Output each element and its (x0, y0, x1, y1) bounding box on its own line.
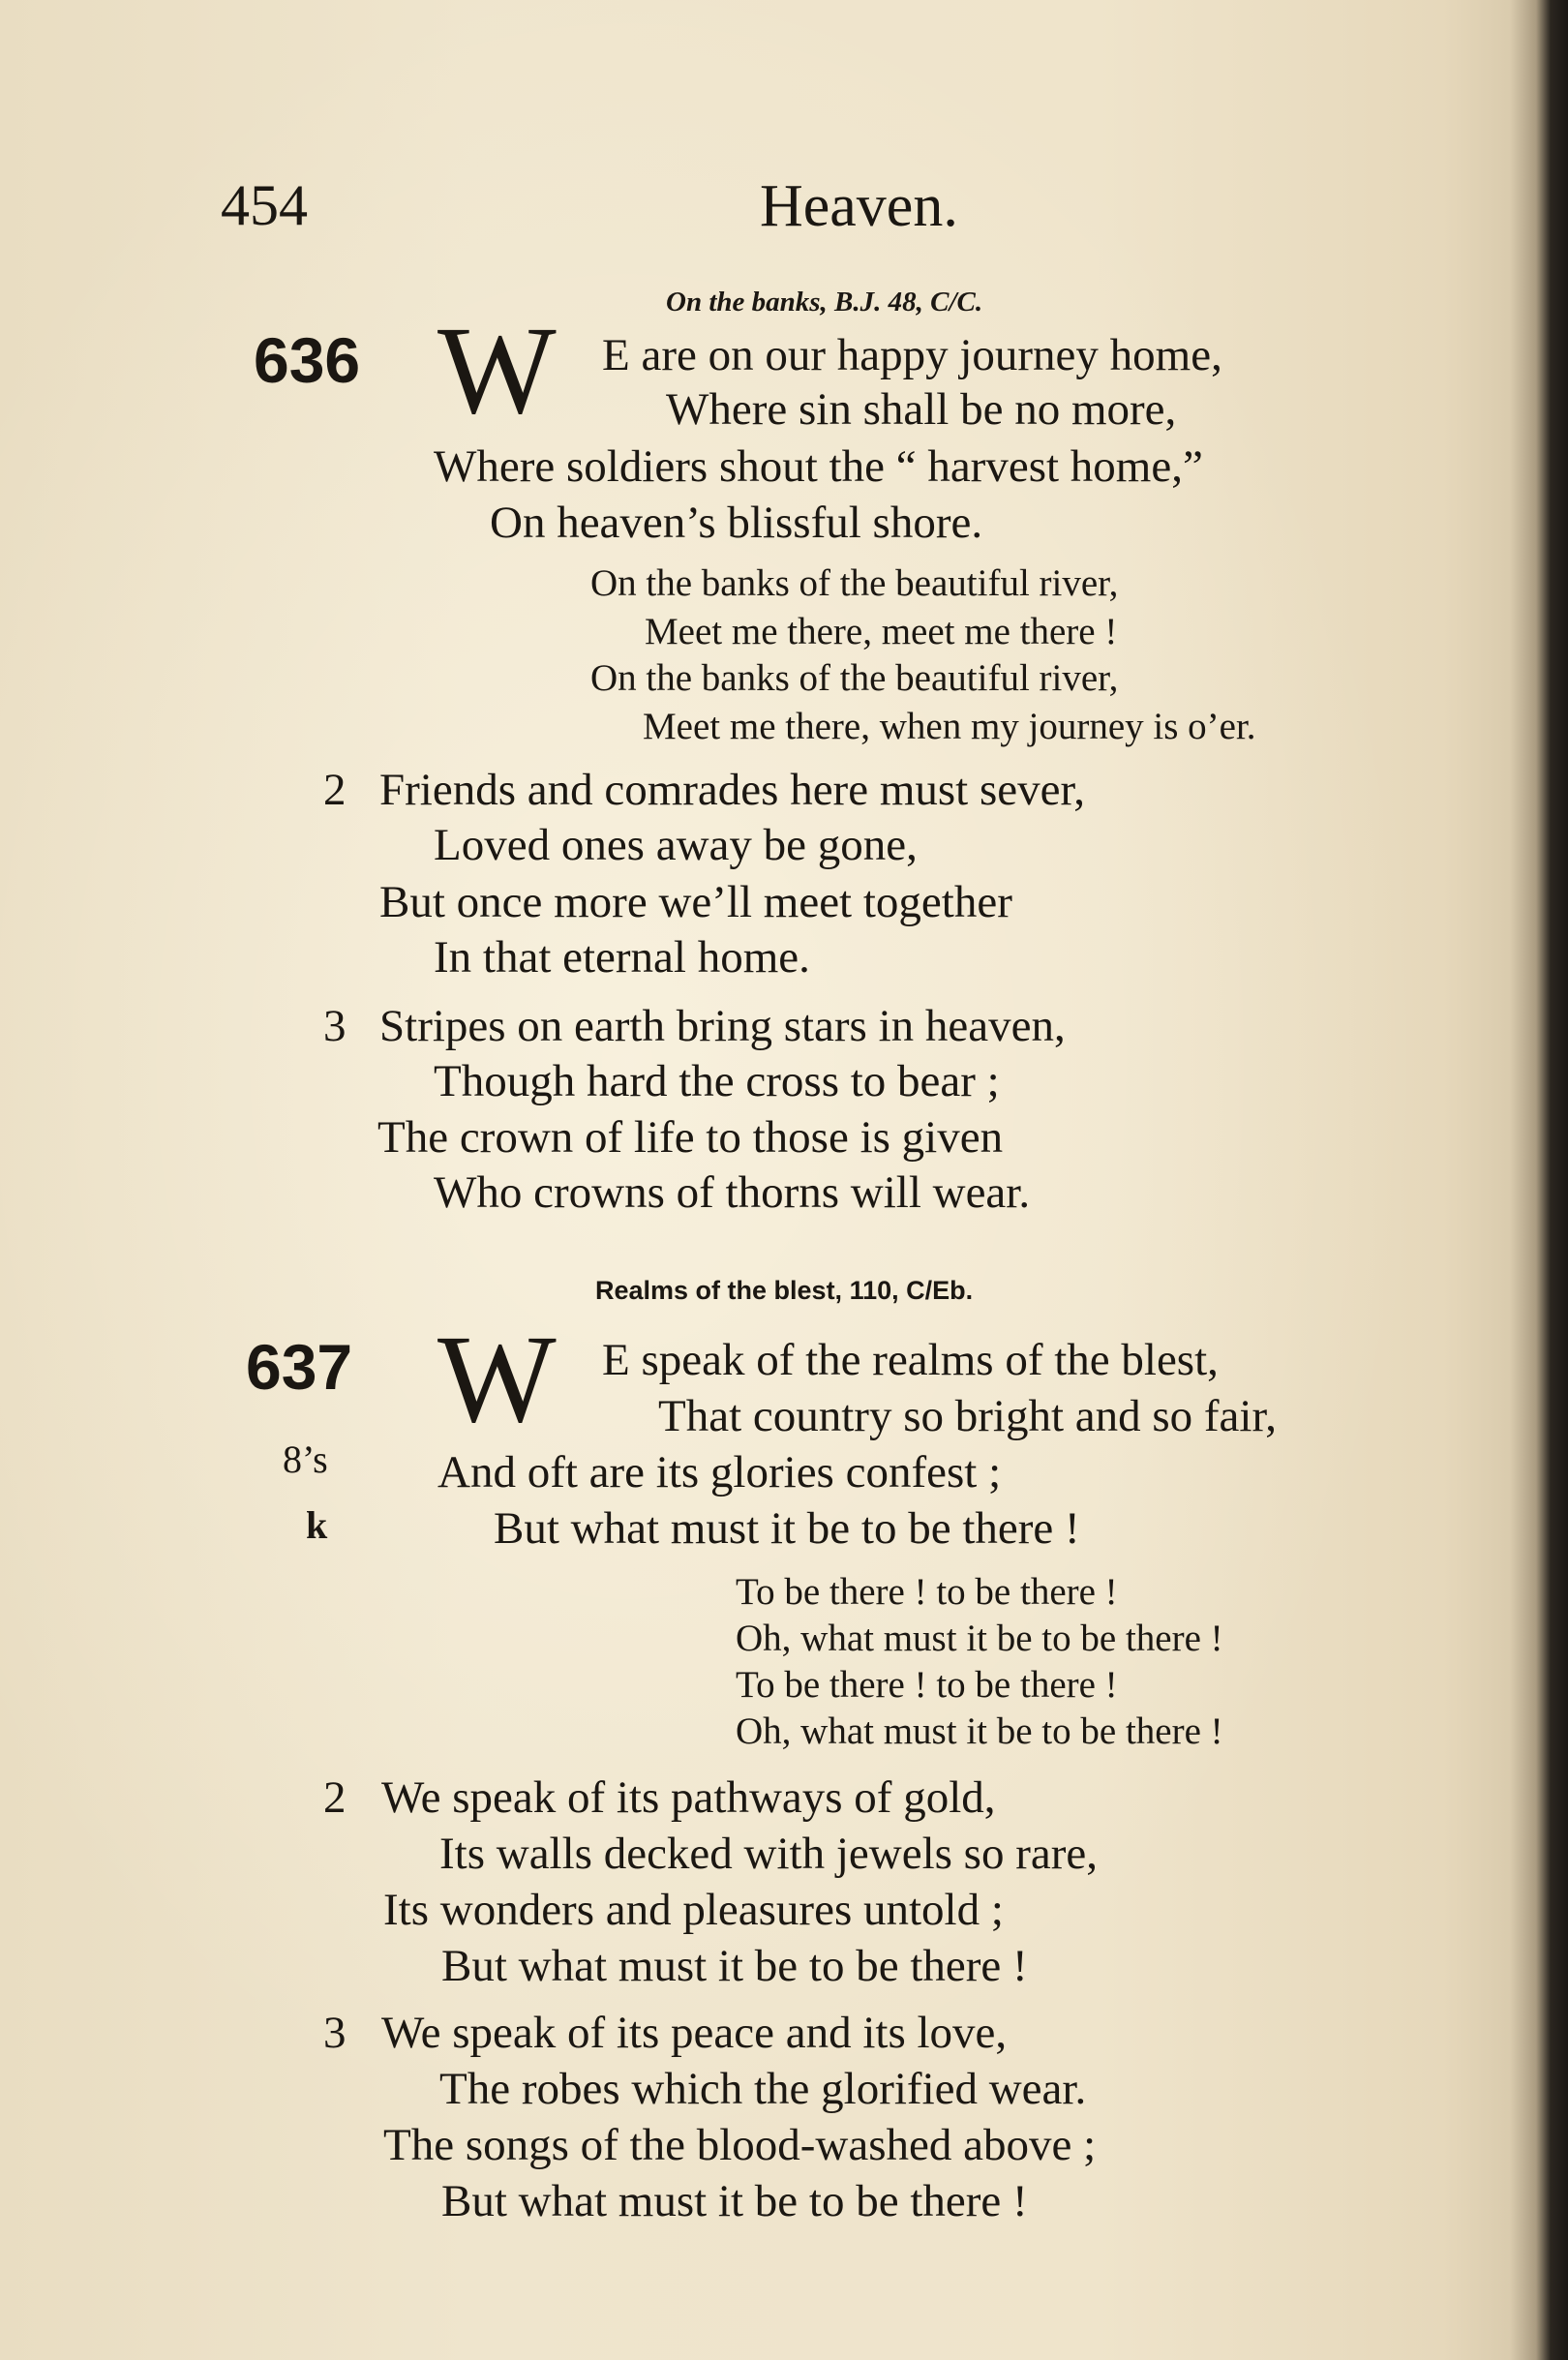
verse-line: But what must it be to be there ! (441, 1941, 1028, 1991)
running-head: Heaven. (760, 173, 958, 239)
chorus-line: Oh, what must it be to be there ! (736, 1710, 1223, 1752)
verse-line: Where soldiers shout the “ harvest home,” (434, 441, 1203, 492)
chorus-line: Oh, what must it be to be there ! (736, 1618, 1223, 1659)
verse-line: Loved ones away be gone, (434, 820, 918, 870)
verse-number: 2 (323, 1772, 347, 1823)
verse-line: And oft are its glories confest ; (437, 1447, 1002, 1498)
verse-line: That country so bright and so fair, (658, 1391, 1277, 1441)
verse-line: Friends and comrades here must sever, (379, 765, 1086, 815)
verse-line: We speak of its peace and its love, (381, 2008, 1008, 2058)
verse-number: 2 (323, 765, 347, 815)
verse-line: The songs of the blood-washed above ; (383, 2120, 1097, 2170)
chorus-line: Meet me there, when my journey is o’er. (643, 706, 1256, 747)
verse-line: The crown of life to those is given (377, 1112, 1004, 1163)
hymn-number-636: 636 (254, 324, 361, 396)
dropcap-637: W (437, 1310, 557, 1449)
verse-line: Though hard the cross to bear ; (434, 1056, 1000, 1106)
dropcap-636: W (437, 301, 557, 440)
page-number: 454 (221, 173, 308, 237)
verse-line: Where sin shall be no more, (666, 384, 1177, 435)
verse-line: Stripes on earth bring stars in heaven, (379, 1001, 1066, 1051)
tune-line-636: On the banks, B.J. 48, C/C. (666, 287, 983, 318)
verse-line: We speak of its pathways of gold, (381, 1772, 996, 1823)
verse-line: E are on our happy journey home, (602, 330, 1222, 380)
verse-line: Its wonders and pleasures untold ; (383, 1885, 1004, 1935)
book-gutter-shadow (1510, 0, 1568, 2360)
verse-line: Its walls decked with jewels so rare, (439, 1829, 1098, 1879)
verse-line: But what must it be to be there ! (494, 1503, 1080, 1554)
hymn-number-637: 637 (246, 1331, 353, 1403)
chorus-line: On the banks of the beautiful river, (590, 657, 1119, 699)
meter-label: 8’s (283, 1437, 328, 1481)
tune-line-637: Realms of the blest, 110, C/Eb. (595, 1276, 974, 1305)
chorus-line: Meet me there, meet me there ! (645, 611, 1118, 652)
chorus-line: To be there ! to be there ! (736, 1664, 1118, 1706)
chorus-line: On the banks of the beautiful river, (590, 562, 1119, 604)
verse-line: E speak of the realms of the blest, (602, 1335, 1219, 1385)
verse-line: On heaven’s blissful shore. (490, 498, 983, 548)
chorus-line: To be there ! to be there ! (736, 1571, 1118, 1613)
key-label: k (306, 1503, 328, 1547)
verse-line: In that eternal home. (434, 932, 810, 983)
verse-number: 3 (323, 1001, 347, 1051)
verse-line: The robes which the glorified wear. (439, 2064, 1087, 2114)
verse-number: 3 (323, 2008, 347, 2058)
verse-line: Who crowns of thorns will wear. (434, 1167, 1031, 1218)
verse-line: But once more we’ll meet together (379, 877, 1012, 927)
verse-line: But what must it be to be there ! (441, 2176, 1028, 2226)
